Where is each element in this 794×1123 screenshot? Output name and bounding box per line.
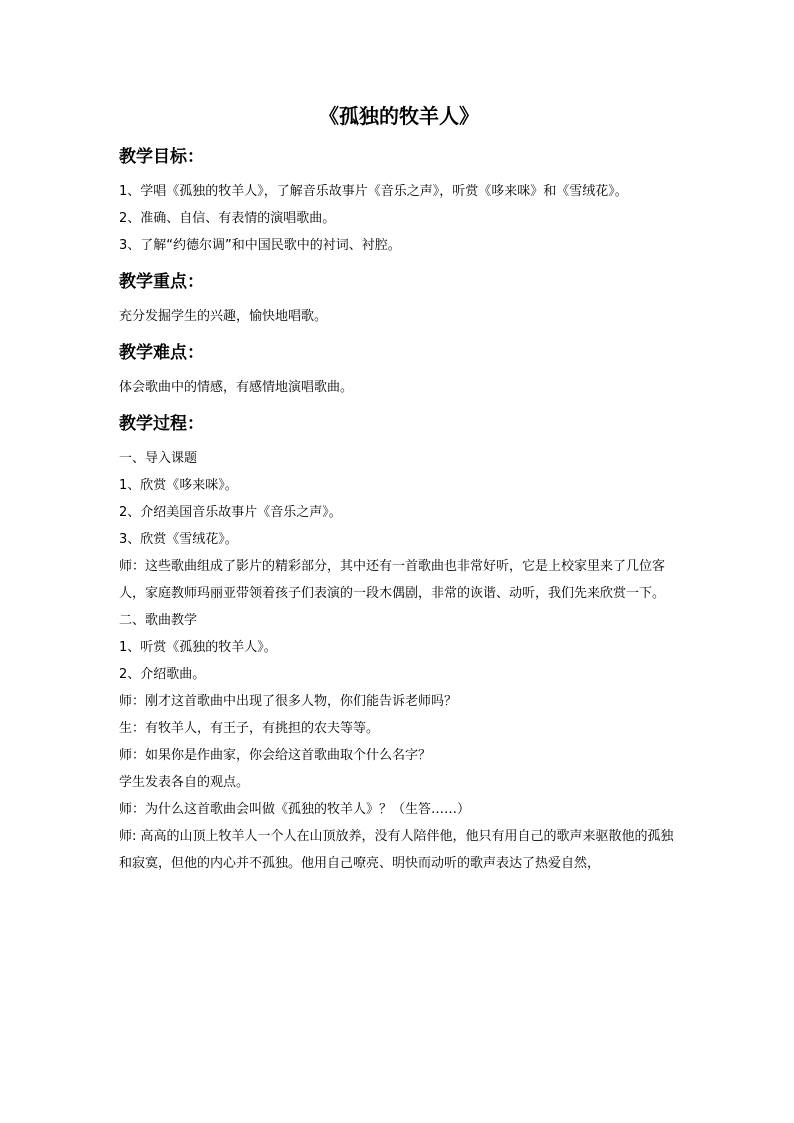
process-item: 2、介绍歌曲。	[119, 667, 206, 682]
process-item: 一、导入课题	[119, 451, 198, 466]
process-item: 学生发表各自的观点。	[119, 775, 250, 790]
document-title: 《孤独的牧羊人》	[319, 104, 479, 128]
process-item: 师：这些歌曲组成了影片的精彩部分，其中还有一首歌曲也非常好听，它是上校家里来了几位客人，家庭教师玛丽亚带领着孩子们表演的一段木偶剧，非常的诙谐、动听，我们先来欣赏一下。	[119, 559, 666, 601]
process-item: 师：刚才这首歌曲中出现了很多人物，你们能告诉老师吗？	[119, 694, 458, 709]
difficulties-heading: 教学难点：	[119, 343, 204, 363]
process-item: 2、介绍美国音乐故事片《音乐之声》。	[119, 505, 342, 520]
document-page	[119, 98, 679, 877]
process-item: 生：有牧羊人，有王子，有挑担的农夫等等。	[119, 721, 380, 736]
process-item: 师: 高高的山顶上牧羊人一个人在山顶放养，没有人陪伴他，他只有用自己的歌声来驱散他的孤独和寂寞，但他的内心并不孤独。他用自己嘹亮、明快而动听的歌声表达了热爱自然，	[119, 829, 674, 871]
key-point-item: 充分发掘学生的兴趣，愉快地唱歌。	[119, 309, 328, 324]
process-item: 1、欣赏《哆来咪》。	[119, 478, 238, 493]
objective-item: 1、学唱《孤独的牧羊人》，了解音乐故事片《音乐之声》，听赏《哆来咪》和《雪绒花》。	[119, 184, 628, 199]
objectives-heading: 教学目标：	[119, 147, 204, 167]
difficulty-item: 体会歌曲中的情感，有感情地演唱歌曲。	[119, 380, 354, 395]
process-item: 1、听赏《孤独的牧羊人》。	[119, 640, 277, 655]
process-heading: 教学过程：	[119, 414, 204, 434]
objective-item: 3、了解“约德尔调”和中国民歌中的衬词、衬腔。	[119, 238, 401, 253]
process-item: 师：为什么这首歌曲会叫做《孤独的牧羊人》？（生答……）	[119, 802, 471, 817]
process-item: 二、歌曲教学	[119, 613, 198, 628]
objective-item: 2、准确、自信、有表情的演唱歌曲。	[119, 211, 336, 226]
process-item: 3、欣赏《雪绒花》。	[119, 532, 238, 547]
key-points-heading: 教学重点：	[119, 272, 204, 292]
process-item: 师：如果你是作曲家，你会给这首歌曲取个什么名字？	[119, 748, 432, 763]
